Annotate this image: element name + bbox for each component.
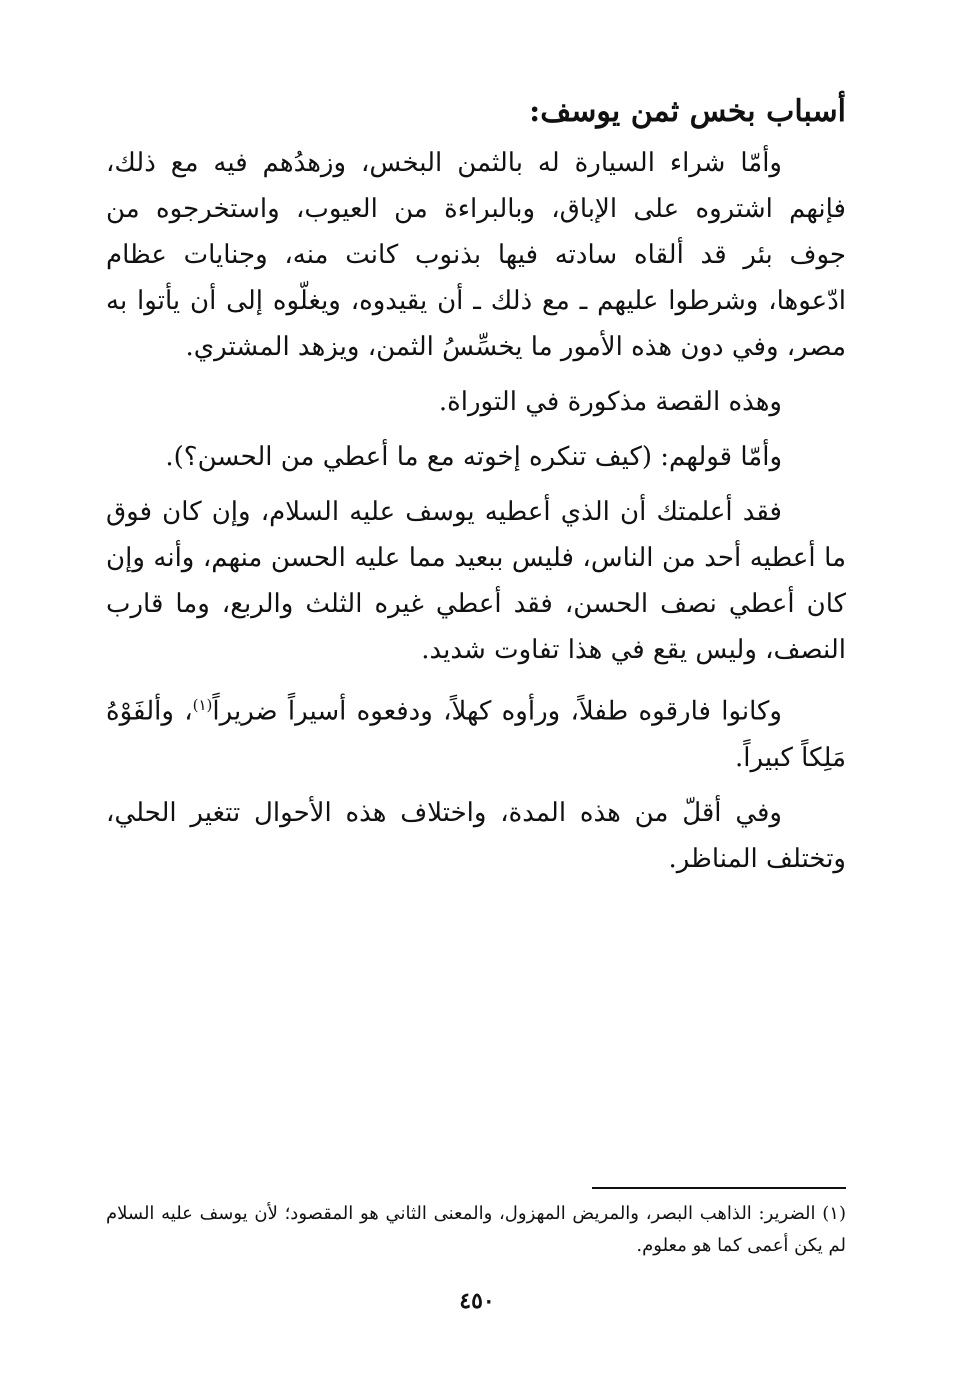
paragraph-5-text: وكانوا فارقوه طفلاً، ورأوه كهلاً، ودفعوه أسيراً ضريراً <box>212 696 782 727</box>
section-heading: أسباب بخس ثمن يوسف: <box>529 94 846 129</box>
paragraph-3 <box>106 434 846 480</box>
body-text <box>106 140 846 891</box>
footnote: (١) الضرير: الذاهب البصر، والمريض المهزول، والمعنى الثاني هو المقصود؛ لأن يوسف عليه السلام لم يكن أعمى كما هو معلوم. <box>106 1203 846 1256</box>
page-number: ٤٥٠ <box>459 1288 495 1314</box>
paragraph-4 <box>106 489 846 673</box>
paragraph-1-text: وأمّا شراء السيارة له بالثمن البخس، وزهدُهم فيه مع ذلك، فإنهم اشتروه على الإباق، وبالبراءة من العيوب، واستخرجوه من جوف بئر قد ألقاه سادته فيها بذنوب كانت منه، وجنايات عظام ادّعوها، وشرطوا عليهم ـ مع ذلك ـ أن يقيدوه، ويغلّوه إلى أن يأتوا به مصر، وفي دون هذه الأمور ما يخسِّسُ الثمن، ويزهد المشتري. <box>106 148 846 362</box>
paragraph-6 <box>106 790 846 882</box>
footnote-separator <box>592 1187 846 1189</box>
paragraph-2-text: وهذه القصة مذكورة في التوراة. <box>438 387 782 417</box>
paragraph-2 <box>106 379 846 425</box>
paragraph-1 <box>106 140 846 370</box>
paragraph-5 <box>106 682 846 781</box>
paragraph-6-text: وفي أقلّ من هذه المدة، واختلاف هذه الأحوال تتغير الحلي، وتختلف المناظر. <box>106 797 846 874</box>
paragraph-3-text: وأمّا قولهم: (كيف تنكره إخوته مع ما أعطي من الحسن؟). <box>165 442 782 472</box>
paragraph-5-text-end: ، وألفَوْهُ مَلِكاً كبيراً. <box>106 696 846 773</box>
paragraph-4-text: فقد أعلمتك أن الذي أعطيه يوسف عليه السلام، وإن كان فوق ما أعطيه أحد من الناس، فليس ببعيد مما عليه الحسن منهم، وأنه وإن كان أعطي نصف الحسن، فقد أعطي غيره الثلث والربع، وما قارب النصف، وليس يقع في هذا تفاوت شديد. <box>106 497 846 665</box>
footnote-marker[interactable]: (١) <box>192 696 213 714</box>
